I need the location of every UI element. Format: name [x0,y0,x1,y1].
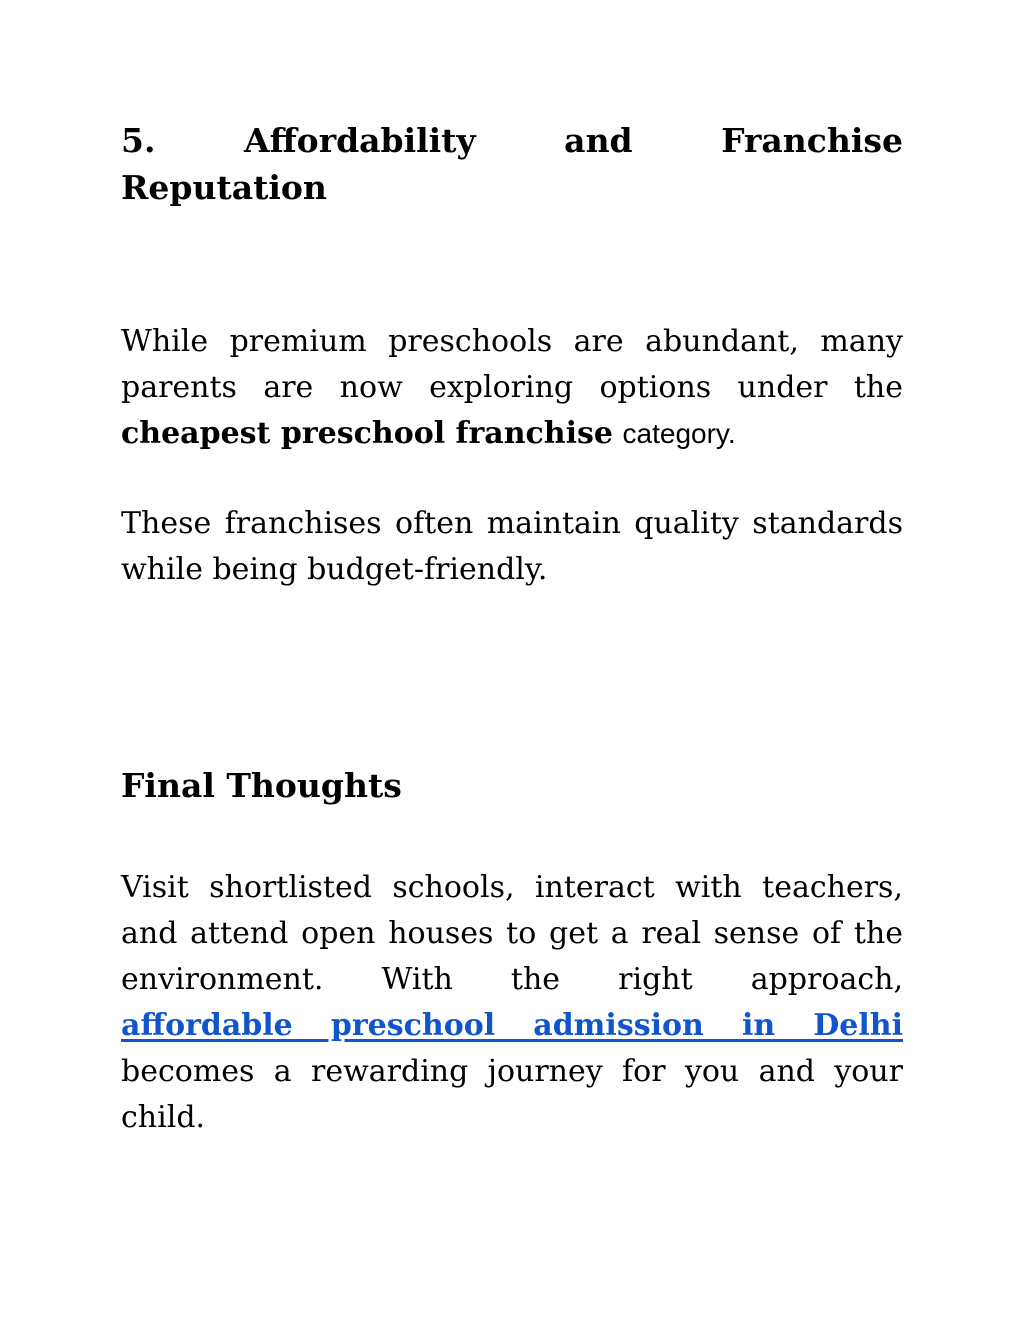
final-thoughts-heading [121,762,903,809]
final-line-4 [121,1003,903,1049]
paragraph-1-line-3 [121,411,903,457]
final-line-1: Visit shortlisted schools, interact with teachers, [121,870,903,905]
final-line-2: and attend open houses to get a real sense of the [121,916,903,951]
paragraph-1-line-2: parents are now exploring options under the [121,370,903,405]
final-thoughts-title: Final Thoughts [121,766,402,805]
section-5-heading-line-1: 5. Affordability and Franchise [121,121,903,160]
paragraph-1-line-1: While premium preschools are abundant, many [121,324,903,359]
final-line-5: becomes a rewarding journey for you and your [121,1054,903,1089]
final-line-6: child. [121,1100,206,1135]
paragraph-2-line-2: while being budget-friendly. [121,552,548,587]
paragraph-1-tail: category. [622,418,736,449]
final-thoughts-paragraph [121,865,903,1141]
keyword-cheapest-preschool-franchise: cheapest preschool franchise [121,416,613,451]
final-line-3: environment. With the right approach, [121,962,903,997]
section-5-paragraph-2 [121,501,903,593]
section-5-heading-line-2: Reputation [121,168,327,207]
section-5-paragraph-1 [121,319,903,457]
paragraph-2-line-1: These franchises often maintain quality standards [121,506,903,541]
section-5-heading [121,117,903,211]
affordable-preschool-admission-link[interactable]: affordable preschool admission in Delhi [121,1008,903,1043]
